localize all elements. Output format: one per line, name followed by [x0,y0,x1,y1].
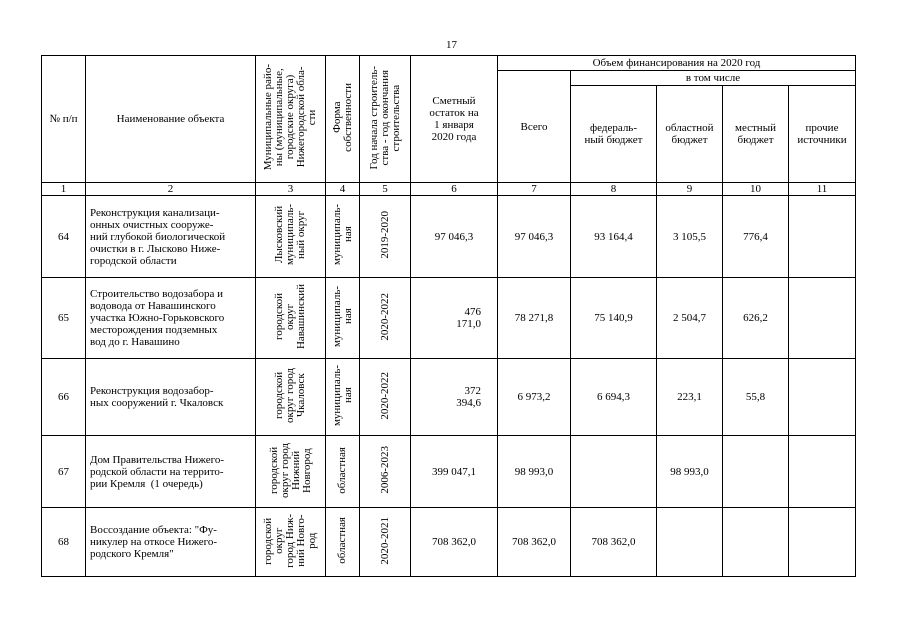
object-name: Реконструкция канализаци- онных очистных сооруже- ний глубокой биологической очистки в г. Лысково Ниже- городской области [86,196,256,278]
table-row [42,359,856,436]
column-number: 5 [360,183,411,196]
header-municipal: Муниципальные райо- ны (муниципальные, городские округа) Нижегородской обла- сти [256,56,326,183]
header-including: в том числе [571,71,856,86]
federal-cell: 75 140,9 [571,278,657,359]
object-name: Дом Правительства Нижего- родской области на террито- рии Кремля (1 очередь) [86,436,256,508]
total-cell: 97 046,3 [498,196,571,278]
column-number: 8 [571,183,657,196]
header-federal: федераль- ный бюджет [571,86,657,183]
local-cell [723,508,789,577]
column-number: 11 [789,183,856,196]
table-row [42,278,856,359]
row-number: 65 [42,278,86,359]
header-other: прочие источники [789,86,856,183]
row-number: 66 [42,359,86,436]
municipal-cell: городской округ город Ниж- ний Новго- род [256,508,326,577]
column-number: 7 [498,183,571,196]
regional-cell: 223,1 [657,359,723,436]
remainder-cell: 372 394,6 [411,359,498,436]
header-local: местный бюджет [723,86,789,183]
total-cell: 78 271,8 [498,278,571,359]
federal-cell: 708 362,0 [571,508,657,577]
header-years: Год начала строитель- ства - год окончания строительства [360,56,411,183]
municipal-cell: Лысковский муниципаль- ный округ [256,196,326,278]
local-cell: 626,2 [723,278,789,359]
remainder-cell: 97 046,3 [411,196,498,278]
column-number: 4 [326,183,360,196]
other-cell [789,508,856,577]
column-number: 1 [42,183,86,196]
years-cell: 2020-2021 [360,508,411,577]
remainder-cell: 399 047,1 [411,436,498,508]
ownership-cell: областная [326,508,360,577]
local-cell [723,436,789,508]
total-cell: 708 362,0 [498,508,571,577]
financing-table [41,55,856,577]
row-number: 64 [42,196,86,278]
object-name: Реконструкция водозабор- ных сооружений г. Чкаловск [86,359,256,436]
regional-cell [657,508,723,577]
local-cell: 776,4 [723,196,789,278]
years-cell: 2020-2022 [360,278,411,359]
object-name: Воссоздание объекта: "Фу- никулер на откосе Нижего- родского Кремля" [86,508,256,577]
column-number: 9 [657,183,723,196]
regional-cell: 3 105,5 [657,196,723,278]
regional-cell: 2 504,7 [657,278,723,359]
column-numbers-row [42,183,856,196]
remainder-cell: 476 171,0 [411,278,498,359]
ownership-cell: муниципаль- ная [326,278,360,359]
header-name: Наименование объекта [86,56,256,183]
page-number: 17 [446,39,457,51]
other-cell [789,359,856,436]
federal-cell: 6 694,3 [571,359,657,436]
header-no: № п/п [42,56,86,183]
table-row [42,436,856,508]
row-number: 67 [42,436,86,508]
other-cell [789,436,856,508]
ownership-cell: муниципаль- ная [326,196,360,278]
header-funding-group: Объем финансирования на 2020 год [498,56,856,71]
header-total: Всего [498,71,571,183]
years-cell: 2006-2023 [360,436,411,508]
municipal-cell: городской округ Навашинский [256,278,326,359]
column-number: 10 [723,183,789,196]
municipal-cell: городской округ город Нижний Новгород [256,436,326,508]
federal-cell [571,436,657,508]
remainder-cell: 708 362,0 [411,508,498,577]
column-number: 6 [411,183,498,196]
other-cell [789,196,856,278]
table-row [42,508,856,577]
ownership-cell: муниципаль- ная [326,359,360,436]
object-name: Строительство водозабора и водовода от Навашинского участка Южно-Горьковского месторождения подземных вод до г. Навашино [86,278,256,359]
other-cell [789,278,856,359]
row-number: 68 [42,508,86,577]
column-number: 3 [256,183,326,196]
regional-cell: 98 993,0 [657,436,723,508]
header-ownership: Форма собственности [326,56,360,183]
years-cell: 2019-2020 [360,196,411,278]
table-row [42,196,856,278]
ownership-cell: областная [326,436,360,508]
total-cell: 98 993,0 [498,436,571,508]
local-cell: 55,8 [723,359,789,436]
column-number: 2 [86,183,256,196]
total-cell: 6 973,2 [498,359,571,436]
header-remainder: Сметный остаток на 1 января 2020 года [411,56,498,183]
header-regional: областной бюджет [657,86,723,183]
years-cell: 2020-2022 [360,359,411,436]
federal-cell: 93 164,4 [571,196,657,278]
municipal-cell: городской округ город Чкаловск [256,359,326,436]
